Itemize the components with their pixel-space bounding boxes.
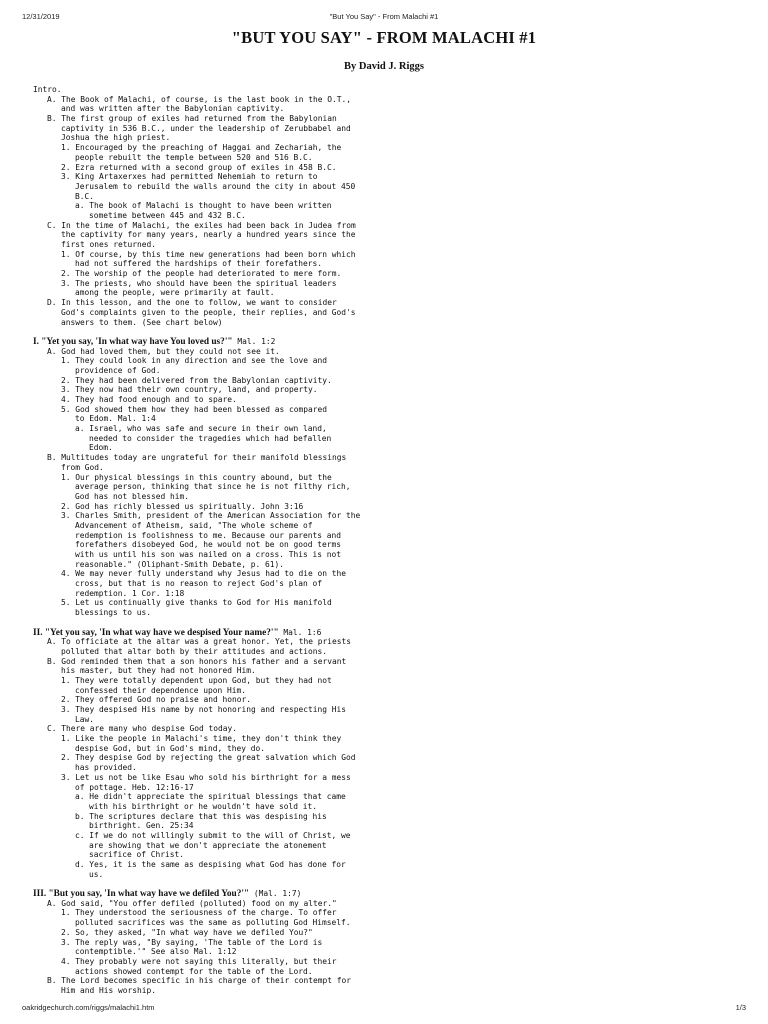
outline-line: d. Yes, it is the same as despising what God has done for (75, 860, 346, 869)
blank-line (33, 327, 753, 337)
outline-line: Advancement of Atheism, said, "The whole scheme of (75, 520, 313, 530)
outline-line: B. Multitudes today are ungrateful for their manifold blessings (47, 453, 347, 463)
outline-line: 2. They had been delivered from the Babylonian captivity. (61, 375, 332, 385)
scripture-reference: Mal. 1:6 (278, 627, 322, 637)
outline-line: birthright. Gen. 25:34 (89, 821, 194, 831)
outline-line: among the people, were primarily at fault. (75, 288, 275, 298)
outline-line: A. God said, "You offer defiled (polluted) food on my alter." (47, 898, 337, 908)
section-heading (33, 628, 753, 638)
outline-line: of pottage. Heb. 12:16-17 (75, 782, 194, 792)
page-url: oakridgechurch.com/riggs/malachi1.htm (22, 1003, 155, 1012)
outline-line: his master, but they had not honored Him. (61, 666, 256, 676)
outline-line: a. Israel, who was safe and secure in their own land, (75, 424, 327, 434)
author-byline: By David J. Riggs (344, 61, 424, 72)
outline-line: Him and His worship. (61, 985, 157, 995)
section-heading (33, 337, 753, 347)
outline-line: 4. They had food enough and to spare. (61, 395, 237, 404)
outline-line: sacrifice of Christ. (89, 850, 185, 860)
section-heading-text: I. "Yet you say, 'In what way have You loved us?'" (33, 336, 233, 347)
outline-line: 2. God has richly blessed us spiritually. John 3:16 (61, 501, 304, 511)
outline-line: 2. So, they asked, "In what way have we defiled You?" (61, 927, 313, 937)
outline-line: 3. King Artaxerxes had permitted Nehemiah to return to (61, 172, 318, 182)
outline-line: confessed their dependence upon Him. (75, 685, 247, 695)
outline-line: and was written after the Babylonian captivity. (61, 104, 285, 114)
outline-line: 3. Let us not be like Esau who sold his birthright for a mess (61, 772, 351, 782)
scripture-reference: Mal. 1:2 (232, 336, 276, 346)
outline-line: 3. They now had their own country, land, and property. (61, 385, 318, 395)
outline-line: C. In the time of Malachi, the exiles had been back in Judea from (47, 220, 356, 230)
outline-line: D. In this lesson, and the one to follow, we want to consider (47, 298, 337, 308)
outline-line: first ones returned. (61, 240, 157, 249)
outline-line: captivity in 536 B.C., under the leadership of Zerubbabel and (61, 123, 351, 133)
blank-line (33, 618, 753, 628)
outline-line: forefathers disobeyed God, he would not be on good terms (75, 540, 342, 550)
outline-line: average person, thinking that since he is not filthy rich, (75, 482, 351, 492)
outline-line: 4. They probably were not saying this literally, but their (61, 956, 337, 966)
outline-line: God has not blessed him. (75, 491, 190, 501)
outline-line: c. If we do not willingly submit to the will of Christ, we (75, 830, 351, 840)
outline-line: redemption. 1 Cor. 1:18 (75, 588, 185, 598)
outline-line: us. (89, 869, 104, 879)
outline-line: are showing that we don't appreciate the atonement (89, 840, 327, 850)
section-heading-text: III. "But you say, 'In what way have we defiled You?'" (33, 889, 250, 900)
outline-line: had not suffered the hardships of their forefathers. (75, 259, 323, 269)
outline-line: cross, but that is no reason to reject God's plan of (75, 579, 323, 589)
outline-line: redemption is foolishness to me. Because our parents and (75, 530, 342, 540)
outline-line: 1. They could look in any direction and see the love and (61, 356, 328, 366)
outline-line: reasonable." (Oliphant-Smith Debate, p. 61). (75, 559, 285, 569)
outline-line: with us until his son was nailed on a cross. This is not (75, 550, 342, 559)
outline-line: with his birthright or he wouldn't have sold it. (89, 801, 318, 811)
print-page-title: "But You Say" - From Malachi #1 (329, 12, 439, 21)
outline-line: Jerusalem to rebuild the walls around the city in about 450 (75, 181, 356, 191)
outline-line: B. The first group of exiles had returned from the Babylonian (47, 114, 337, 124)
outline-line: Law. (75, 714, 95, 724)
outline-line: 1. Like the people in Malachi's time, they don't think they (61, 734, 342, 744)
section-heading (33, 889, 753, 899)
outline-line: B.C. (75, 191, 95, 201)
outline-line: providence of God. (75, 365, 161, 375)
document-title: "BUT YOU SAY" - FROM MALACHI #1 (231, 28, 537, 47)
outline-line: A. The Book of Malachi, of course, is the last book in the O.T., (47, 94, 352, 104)
section-heading-text: II. "Yet you say, 'In what way have we despised Your name?'" (33, 627, 279, 638)
outline-line: B. The Lord becomes specific in his charge of their contempt for (47, 976, 352, 986)
outline-line: Joshua the high priest. (61, 133, 171, 143)
outline-line: answers to them. (See chart below) (61, 317, 223, 327)
outline-line: a. He didn't appreciate the spiritual blessings that came (75, 792, 346, 802)
outline-line: 2. Ezra returned with a second group of exiles in 458 B.C. (61, 162, 337, 172)
outline-line: 3. They despised His name by not honoring and respecting His (61, 705, 347, 714)
outline-line: a. The book of Malachi is thought to have been written (75, 201, 332, 211)
outline-line: sometime between 445 and 432 B.C. (89, 210, 246, 220)
outline-line: people rebuilt the temple between 520 and 516 B.C. (75, 152, 313, 162)
outline-line: A. To officiate at the altar was a great honor. Yet, the priests (47, 637, 352, 647)
outline-line: 5. God showed them how they had been blessed as compared (61, 404, 328, 414)
outline-line: 1. They were totally dependent upon God, but they had not (61, 675, 332, 685)
page-number: 1/3 (735, 1003, 746, 1012)
outline-line: 3. The reply was, "By saying, 'The table of the Lord is (61, 937, 323, 947)
sermon-outline (33, 85, 753, 996)
outline-line: 1. They understood the seriousness of the charge. To offer (61, 908, 337, 918)
outline-line: needed to consider the tragedies which had befallen (89, 433, 332, 443)
outline-line: A. God had loved them, but they could not see it. (47, 346, 280, 356)
outline-line: to Edom. Mal. 1:4 (75, 414, 156, 424)
outline-line: polluted sacrifices was the same as polluting God Himself. (75, 918, 351, 928)
outline-line: 1. Encouraged by the preaching of Haggai and Zechariah, the (61, 143, 342, 153)
outline-line: from God. (61, 462, 104, 472)
outline-line: 2. They offered God no praise and honor. (61, 695, 252, 705)
outline-line: 5. Let us continually give thanks to God for His manifold (61, 598, 332, 608)
outline-line: God's complaints given to the people, their replies, and God's (61, 307, 356, 317)
outline-line: Intro. (33, 85, 62, 94)
blank-line (33, 879, 753, 889)
outline-line: blessings to us. (75, 608, 152, 618)
outline-line: C. There are many who despise God today. (47, 724, 238, 734)
outline-line: 3. The priests, who should have been the spiritual leaders (61, 278, 337, 288)
outline-line: Edom. (89, 443, 113, 453)
outline-line: 1. Of course, by this time new generations had been born which (61, 249, 356, 259)
outline-line: b. The scriptures declare that this was despising his (75, 811, 327, 821)
outline-line: B. God reminded them that a son honors his father and a servant (47, 656, 347, 666)
scripture-reference: (Mal. 1:7) (249, 889, 302, 899)
outline-line: the captivity for many years, nearly a hundred years since the (61, 230, 356, 240)
outline-line: 1. Our physical blessings in this country abound, but the (61, 472, 332, 482)
outline-line: 2. The worship of the people had deteriorated to mere form. (61, 269, 342, 279)
print-date: 12/31/2019 (22, 12, 60, 21)
outline-line: 4. We may never fully understand why Jesus had to die on the (61, 569, 347, 579)
outline-line: has provided. (75, 763, 137, 773)
outline-line: contemptible.'" See also Mal. 1:12 (75, 947, 237, 957)
outline-line: 3. Charles Smith, president of the American Association for the (61, 511, 361, 521)
outline-line: despise God, but in God's mind, they do. (75, 743, 266, 753)
outline-line: actions showed contempt for the table of the Lord. (75, 966, 313, 976)
outline-line: 2. They despise God by rejecting the great salvation which God (61, 753, 356, 763)
outline-line: polluted that altar both by their attitudes and actions. (61, 646, 328, 656)
